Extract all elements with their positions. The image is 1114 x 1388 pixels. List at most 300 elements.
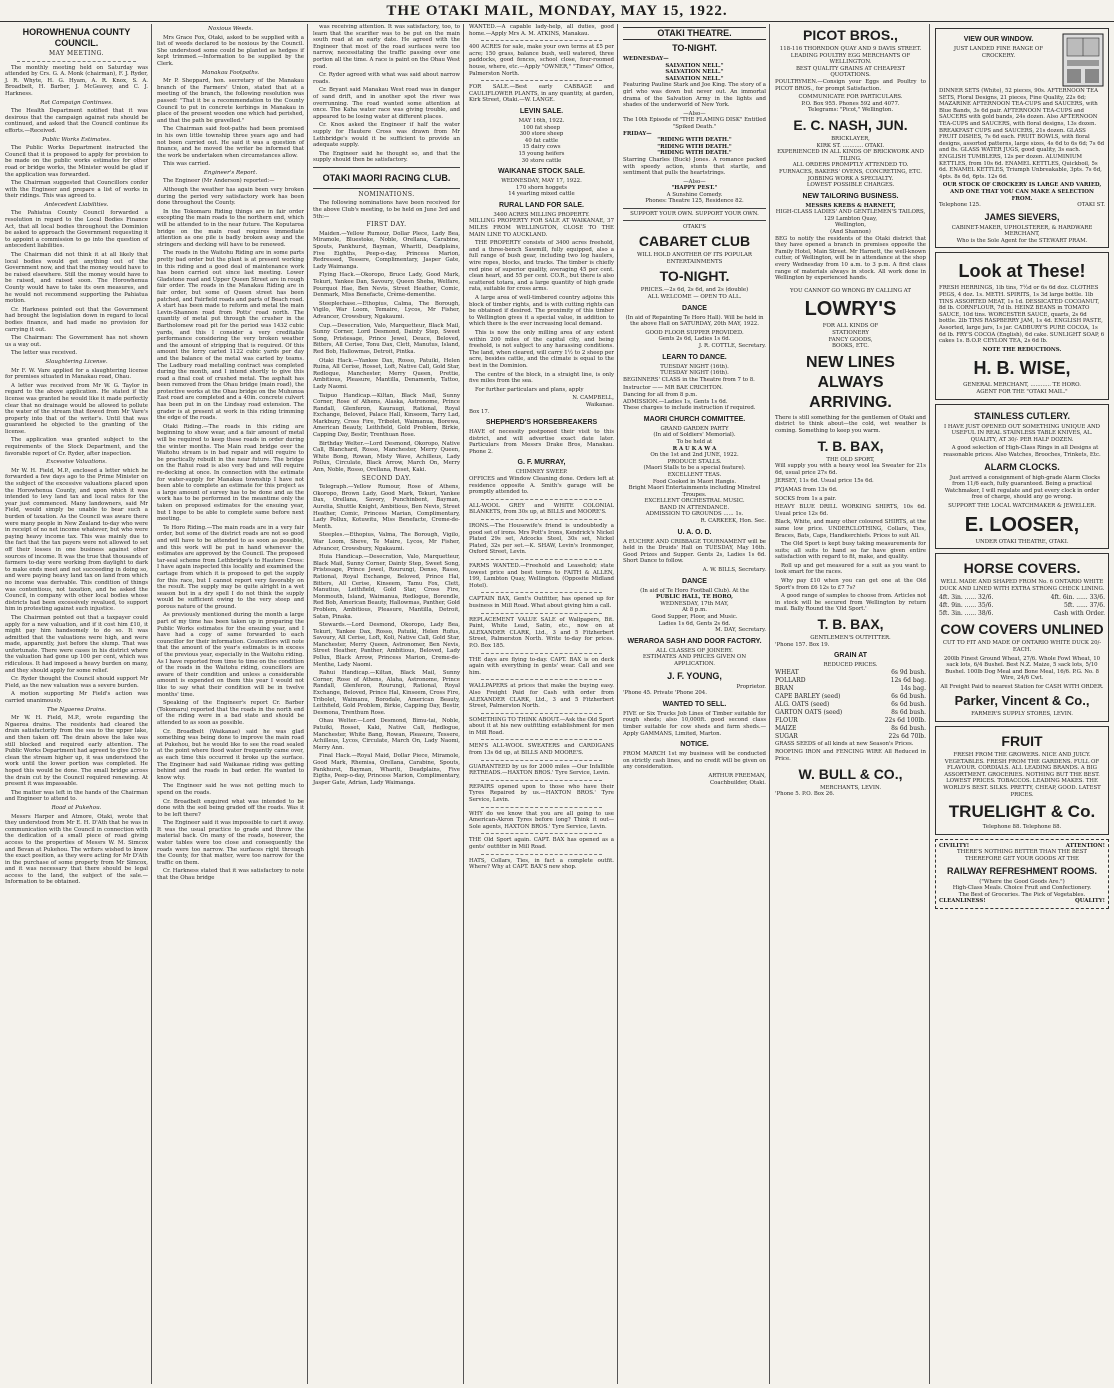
picot-address: 118-116 THORNDON QUAY AND 9 DAVIS STREET. [779, 46, 922, 52]
dance-line: Gents 2s 6d, Ladies 1s 6d. [658, 336, 731, 343]
classified-ad: WANTED.—A capable lady-help, all duties, good home.—Apply Mrs A. M. ATKINS, Manakau. [469, 24, 614, 37]
horse-covers-ad [935, 553, 1109, 722]
dance-line: ADMISSION.—Ladies 1s, Gents 1s 6d. [623, 398, 728, 405]
classified-ad: ALL-WOOL GREY and WHITE COLONIAL BLANKETS, from 30s up, at BILLS and MOORE'S. [469, 502, 614, 516]
civility-label: CIVILITY! [939, 842, 970, 849]
paragraph: Rahui Handicap.—Kiltan, Black Mail, Sunny Corner, Rose of Athens, Alaha, Astronome, Prince Randall, Glenferon, Rourungi, Rational, Royal Exchange, Beloved, Prince Hal, Kinseem, Cross Fire, Tribolet, Waimanu, Borodale, American Beauty, Leithfield, Gold Problem, Birkie, Capping Day, Bestir, Desmona, Trenthum Rose. [313, 670, 460, 716]
film-title: SALVATION NELL." [665, 69, 724, 76]
paragraph: The monthly meeting held on Saturday was attended by Crs. G. A. Monk (chairman), F. J. Ryder, J. R. Whyte, H. G. Hyam, A. R. Knox, S. A. Broadbelt, H. Barber, J. McGeavey, and C. J. Harkness. [5, 64, 148, 97]
dance-line: Instructor —— MR BAE CRICHTON. [623, 385, 723, 392]
sievers-heading: JAMES SIEVERS, [984, 211, 1060, 222]
table-row [939, 602, 1105, 610]
garden-line: Food Cooked in Maori Hangis. [652, 478, 737, 485]
paragraph: The Chairman suggested that Councillors confer with the Engineer and prepare a list of works in their ridings. This was agreed to. [5, 180, 148, 200]
signature: R. CARKEEK, Hon. Sec. [700, 518, 766, 525]
column-3 [310, 24, 464, 1384]
garden-line: Bright Maori Entertainments including Minstrel Troupes. [628, 485, 761, 498]
sievers-sub: CABINET-MAKER, UPHOLSTERER, & HARDWARE MERCHANT, [951, 224, 1093, 238]
paragraph: WELL MADE AND SHAPED FROM No. 6 ONTARIO WHITE DUCK AND LINED WITH EXTRA STRONG CHECK LINING. [939, 579, 1105, 592]
table-row [939, 594, 1105, 602]
alarm-heading: ALARM CLOCKS. [984, 461, 1060, 472]
paragraph: The Engineer said he was not getting much to spend on the roads. [157, 783, 304, 796]
railway-line: The Best of Groceries. The Pick of Vegetables. [958, 891, 1086, 898]
paragraph: Cr. Broadbelt enquired what was intended to be done with the soil being graded off the roads. Was it to be left there? [157, 798, 304, 818]
article-subheading: MAY MEETING. [48, 50, 105, 57]
dance-line: Ladies 1s 6d, Gents 2s 6d. [658, 620, 731, 627]
paragraph: Will supply you with a heavy wool lea Sweater for 21s 6d, usual price 27s 6d. [775, 463, 926, 476]
section-heading: Excessive Valuations. [46, 459, 107, 466]
classified-ad: HATS, Collars, Ties, in fact a complete outfit. Where? Why at CAPT. BAX'S new shop. [469, 857, 614, 871]
truelight-tel: Telephone 88. Telephone 88. [982, 824, 1062, 831]
classified-ad: REPAIRS opened upon to those who have their Tyres Repaired by us.—HAXTON BROS.' Tyre Service, Levin. [469, 783, 614, 804]
picot-line: Telegrams: "Picot," Wellington. [807, 107, 894, 114]
weekday-label: WEDNESDAY— [623, 56, 669, 62]
paragraph: Huia Handicap.—Desecration, Valo, Marquetteur, Black Mail, Sunny Corner, Dainty Step, Sweet Song, Pristesage, Prince Jewel, Rourungi, Denso, Rasso, Rational, Royal Exchange, Beloved, Prince Hal, Bitters, All Cerise, Kinseem, Tamu Fox, Clett, Manutius, Leithfield, Gold Star, Cross Fire, Monmouth, Island, Waimanua, Redlogue, Borendle, Red Bob, American Beauty, Hallowmas, Panther, Gold Problem, Ambitious, Pleasure, Mantilla, Detroit, Satan, Pinaka. [313, 554, 460, 620]
table-cell: 5ft. 3in. ...... 38/6. [939, 610, 994, 618]
paragraph: Messrs Harper and Atmore, Otaki, wrote that they understood from Mr E. H. D'Ath that he was in communication with the Council in connection with the dedication of a small piece of road giving access to the properties of Messrs W. M. Simcox and Bevan at Pukehou. The writers wished to know the exact position, as they were acting for Mr D'Ath in the purchase of some property from Mr Simcox, and it was necessary that there should be legal access to the land, the subject of the sale.—Information to be obtained. [5, 813, 148, 886]
table-row [775, 725, 926, 733]
paragraph: The roads in the Waitohu Riding are in some parts pretty bad order but the plant is at present working in this riding and a good deal of maintenance work has been carried out since last meeting. Lower Gladstone road and Upper Queen Street are in rough fair order. The roads in the Manakau Riding are in fair order, but some of Queen street has been patched, and Fairfield roads and parts of Beach road. A start has been made to reform and metal the main Levin-Shannon road from Potts' road north. The quantity of metal put through the crusher in the Bartholomew road pit for the period was 1432 cubic yards, and this I consider a very creditable performance considering the very broken weather and the amount of stripping that is required. Of this amount the lorry carted 1122 cubic yards per day and the balance of the metal was carted by teams. The Ladbury road metalling contract was completed during the month, and I intend shortly to give this road a final coat of crushed metal. The asphalt has been removed from the Ohau bridge (main road), the protective works at the Ohau bridge on the Muhunoa East road are completed and a 40in. concrete culvert has been put in on the Lindsay road extension. The grader is at present at work in this riding trimming the edge of the roads. [157, 250, 304, 422]
paragraph: This is now the only milling area of any extent within 200 miles of the capital city, and being freehold, is not subject to any harassing conditions. The land, when cleared, will carry 1½ to 2 sheep per acre, besides cattle, and the climate is equal to the best in the Dominion. [469, 329, 614, 369]
table-row [775, 733, 926, 741]
table-cell: 4ft. 9in. ...... 35/6. [939, 602, 994, 610]
section-heading: Noxious Weeds. [208, 26, 253, 32]
paragraph: Cr. Broadbelt (Waikanae) said he was glad something was being done to improve the main road at Pukehou, but he would like to see the road sealed at the point where flood water frequently came over, as each time this occurred it broke up the surface. The Engineer had said Waikanae riding was getting behind and the roads in bad order. He wanted to know why. [157, 728, 304, 781]
paragraph: 200lb Finest Ground Wheat, 27/6. Whole Fowl Wheat, 10 sack lots, 6/4 Bushel. Best N.Z. Maize, 5 sack lots, 5/10 Bushel. 100lb Dog Meal and Bone Meal, 16/6. P.G. No. 8 Wire, 24/6 Cwt. [943, 655, 1101, 682]
paragraph: Speaking of the Engineer's report Cr. Barber (Tokomaru) reported that the roads in the north end of the riding were in a bad state and should be attended to as soon as possible. [157, 700, 304, 726]
table-cell: 8s 6d bush. [891, 724, 926, 732]
paragraph: OFFICES and Window Cleaning done. Orders left at residence opposite A. Smith's garage will be promptly attended to. [469, 476, 614, 496]
window-heading: VIEW OUR WINDOW. [963, 36, 1034, 43]
uao-heading: U. A. O. D. [677, 528, 712, 536]
garden-line: ADMISSION TO GROUNDS ...... 1s. [645, 511, 744, 518]
paragraph: Just arrived a consignment of high-grade Alarm Clocks from 11/6 each, fully guaranteed. Being a practical Watchmaker, I will regulate and put every clock in order free of charge, should any go wrong. [944, 474, 1101, 501]
paragraph: Stewards.—Lord Desmond, Okoropo, Lady Bea, Tekuri, Yankee Dax, Rosso, Patuiki, Helen Rufus, Savoury, All Cerise, Loft, Koli, Native Call, Gold Star, Manchester, Merry Queen, Astronomer, Ben Nevis, Street Heather, Panther, Ambitious, Beloved, Lady Pollux, Black Arrow, Princess Marion, Creme-de-Menthe, Lady Naomi. [313, 622, 460, 668]
paragraph: A letter was received from Mr W. G. Taylor in regard to the above application. He stated if the license was granted he would like it made perfectly clear that no drainage would be allowed to pollute the water of the stream that flowed from Mr Vare's property into that of the writer's. Until that was guaranteed he objected to the granting of the license. [5, 382, 148, 435]
garden-line: GRAND GARDEN PARTY [660, 425, 729, 432]
otaki-label: OTAKI'S [683, 223, 706, 230]
film-title: "RIDING WITH DEATH." [657, 143, 732, 150]
paragraph: This was carried. [163, 161, 211, 168]
tonight-label: TO-NIGHT. [672, 43, 717, 53]
sale-subheading: 3400 ACRES MILLING PROPERTY. [493, 211, 590, 218]
railway-sub: ("Where the Good Goods Are.") [979, 878, 1065, 885]
table-cell: 6s 9d bush. [891, 668, 926, 676]
garden-line: EXCELLENT TEAS. [667, 471, 722, 478]
horse-heading: HORSE COVERS. [963, 560, 1081, 577]
cabaret-prices: PRICES.—2s 6d, 2s 6d, and 2s (double) [640, 287, 749, 294]
classified-ad: GUARANTEED by us for 2000 miles —Our Infallible RETREADS.—HAXTON BROS.' Tyre Service, Levin. [469, 763, 614, 777]
table-row [775, 693, 926, 701]
article-subheading: NOMINATIONS. [358, 190, 415, 198]
tailor-heading: NEW TAILORING BUSINESS. [802, 192, 899, 200]
table-cell: ALG. OATS (seed) [775, 700, 830, 708]
classified-ad: CAPTAIN BAX, Gent's Outfitter, has opened up for business in Mill Road. What about giving him a call. [469, 596, 614, 609]
nash-line: KIRK ST. ............ OTAKI. [816, 142, 885, 149]
table-cell: 6s 6d bush. [891, 692, 926, 700]
paragraph: Telegraph.—Yellow Rumour, Rose of Athens, Okoropo, Brown Lady, Good Mark, Tekuri, Yankee Dax, Orellana, Savory, Punchinbent, Bayman, Aurelia, Shuttle Knight, Ambitious, Ben Nevis, Street Heather, Comic, Princess Marian, Complimentary, Lady Pollux, Kotuwitu, Miss Benefacte, Creme-de-Menth. [313, 484, 460, 530]
picot-heading: PICOT BROS., [803, 27, 898, 43]
cabaret-heading: CABARET CLUB [638, 233, 751, 250]
paragraph: MILLING PROPERTY FOR SALE AT WAIKANAE, 37 MILES FROM WELLINGTON, CLOSE TO THE MAIN LINE TO AUCKLAND. [469, 218, 614, 238]
paragraph: Otaki Hack.—Yankee Dax, Rosso, Patuiki, Helen Ruina, All Cerise, Rosset, Loft, Native Call, Gold Star, Redloque, Manchester, Merry Queen, Prettie, Ambitious, Pleasure, Mantilla, Denaments, Tattoo, Lady Naomi. [313, 357, 460, 390]
paragraph: Cr. Ryder agreed with what was said about narrow roads. [313, 72, 460, 85]
paragraph: Maiden.—Yellow Rumour, Dollar Plece, Lady Bea, Miramole, Bluestoke, Noble, Orellana, Carabine, Spouts, Pankhurst, Bayman, Whariti, Deadplains, Five Eighths, Peep-o-day, Princess Marion, Redressed, Tessere, Complimentary, Jasper Gate, Lady Waimanga. [313, 230, 460, 270]
bax-heading: T. B. BAX, [817, 437, 884, 454]
column-2 [154, 24, 308, 1384]
table-cell: 12s 6d bag. [890, 676, 926, 684]
paragraph: A motion supporting Mr Field's action was carried unanimously. [5, 691, 148, 705]
window-stock: OUR STOCK OF CROCKERY IS LARGE AND VARIED, AND ONE THAT YOU CAN MAKE A SELECTION FROM. [942, 182, 1102, 202]
paragraph: JERSEY, 11s 6d. Usual price 15s 6d. [775, 478, 874, 485]
paragraph: The Chairman did not think it at all likely that local bodies would get anything out of the Government now, and that the money would have to be raised elsewhere. Still the money would have to be raised, and raised soon. The Horowhenua County would have to take its own measures, and he would not recommend supporting the Pahiatua motion. [5, 252, 148, 305]
theatre-heading: OTAKI THEATRE. [623, 27, 766, 40]
attention-label: ATTENTION! [1065, 842, 1105, 849]
paragraph: ROOFING IRON and FENCING WIRE All Reduced in Price. [775, 749, 926, 762]
paragraph: For further particulars and plans, apply [475, 386, 584, 393]
support-banner: SUPPORT YOUR OWN. SUPPORT YOUR OWN. [623, 208, 766, 221]
garden-line: To be held at [676, 438, 713, 445]
parker-heading: Parker, Vincent & Co., [954, 693, 1090, 709]
looser-heading: E. LOOSER, [964, 513, 1080, 536]
classified-ad: IRONS.—The Housewife's friend is undoubtedly a good set of irons. Mrs Pott's Irons, Kendrick's Nickel Plated 29s set, Adcocks Steel, 30s set, Nickel Plated, 32s per set.—K. SHAW, Levin's Ironmonger, Oxford Street, Levin. [469, 523, 614, 556]
paragraph: Cup.—Desecration, Valo, Marquetteur, Black Mail, Sunny Corner, Lord Desmond, Dainty Step, Sweet Song, Pristesage, Prince Jewel, Deuce, Beloved, Bitters, All Cerise, Tonu Dax, Clett, Manutus, Island, Red Bob, Hallowmas, Detroit, Pintka. [313, 322, 460, 355]
paragraph: HEAVY BLUE DRILL WORKING SHIRTS, 10s 6d. Usual price 12s 6d. [775, 504, 926, 517]
cabaret-welcome: ALL WELCOME — OPEN TO ALL. [647, 294, 742, 301]
dance-line: Dancing for all from 8 p.m. [623, 391, 698, 398]
support-line: SUPPORT THE LOCAL WATCHMAKER & JEWELLER. [948, 502, 1096, 509]
table-cell: BRAN [775, 684, 794, 692]
paragraph: A large area of well-timbered country adjoins this block of timber rights, and is with cutting rights can be obtained if desired. The proximity of this timber to Wellington gives it a special value, in addition to which there is the ever increasing local demand. [469, 295, 614, 328]
paragraph: Cr. Harkness pointed out that the Government had brought the legislation down in regard to local bodies finance, and had made no provision for carrying it out. [5, 306, 148, 333]
signature: J. R. COTTLE, Secretary. [698, 343, 766, 349]
sale-heading: RURAL LAND FOR SALE. [498, 201, 585, 209]
day-heading: FIRST DAY. [366, 221, 407, 229]
paragraph: The Engineer said it was impossible to cart it away. It was the usual practice to grade and throw the material back. On many of the roads, however, the water tables were too close and consequently the roads were too narrow. The surfaces right through the County, for that matter, were too narrow for the traffic on them. [157, 820, 304, 866]
picot-line: LEADING POULTRY EGG MERCHANTS OF WELLINGTON. [790, 52, 911, 66]
table-cell: CAPE BARLEY (seed) [775, 692, 841, 700]
bull-heading: W. BULL & CO., [798, 765, 903, 782]
paragraph: Mr F. W. Vare applied for a slaughtering license for premises situated in Manakau road, Ohau. [5, 367, 148, 381]
dance-line: PUBLIC HALL, TE HORO, [656, 594, 733, 601]
dance-heading: DANCE [682, 304, 707, 312]
section-heading: Slaughtering License. [45, 358, 108, 365]
paragraph: Starring Charles (Buck) Jones. A romance packed with speedy action, stunts that startle, and sentiment that pulls the heartstrings. [623, 156, 766, 177]
window-sub: JUST LANDED FINE RANGE OF CROCKERY. [953, 46, 1044, 59]
paragraph: The Engineer (Mr Anderson) reported:— [163, 178, 275, 185]
paragraph: A EUCHRE AND CRIBBAGE TOURNAMENT will be held in the Druids' Hall on TUESDAY, May 16th. Good Prizes and Supper. Gents 2s, Ladies 1s 6d. Short Dance to follow. [623, 538, 766, 565]
paragraph: The letter was received. [11, 350, 78, 357]
paragraph: Roll up and get measured for a suit as you want to look smart for the races. [775, 562, 926, 576]
classified-ad: 400 ACRES for sale, make your own terms at £5 per acre; 150 grass, balance bush, well watered, three paddocks, good fences, school close, four-roomed house, where, etc.—Apply "OWNER," "Times" Office, Palmerston North. [469, 44, 614, 77]
tailor-line: 129 Lambton Quay, Wellington, (And Shannon) [823, 215, 878, 236]
section-heading: Rat Campaign Continues. [40, 99, 113, 106]
section-heading: Road at Pukehou. [51, 804, 102, 811]
article-heading: OTAKI MAORI RACING CLUB. [322, 172, 451, 183]
paragraph: Cr. Bryant said Manakau West road was in danger of sand drift, and in another spot the river was overrunning. The road wanted some attention at once. The Kaha water race was giving trouble, and appeared to be losing water at different places. [313, 87, 460, 120]
ad-heading: G. F. MURRAY, [517, 459, 566, 467]
sale-date: WEDNESDAY, MAY 17, 1922. [501, 178, 582, 185]
table-cell: 22s 6d 100lb. [884, 716, 926, 724]
paragraph: The Chairman said foot-paths had been promised in his own little township three years ago and had not been carried out. He said it was a question of finance, and he moved the writer be informed that the work be undertaken when circumstances allow. [157, 126, 304, 159]
look-note: NOTE THE REDUCTIONS. [982, 346, 1062, 353]
table-row [775, 677, 926, 685]
signature: M. DAY, Secretary. [715, 627, 766, 634]
table-cell: SUGAR [775, 732, 798, 740]
paragraph: Black, White, and many other coloured SHIRTS, at the same low price. UNDERCLOTHING, Collars, Ties, Braces, Bats, Caps, Handkerchiefs. Prices to suit All. [775, 519, 926, 539]
paragraph: Featuring Pauline Stark and Joe King. The story of a girl who was down but never out. An immortal drama of the Salvation Army in the lights and shades of the underworld of New York. [623, 82, 766, 109]
paragraph: THE PROPERTY consists of 3400 acres freehold, and a three-bench Sawmill, fully equipped, also a full range of bush gear, including two log haulers, wire ropes, blocks, and tracks. The timber is chiefly red pine of superior quality, averaging 45 per cent. clean heart, and 55 per cent. CO.R., but there is also scattered totara, and a large quantity of high grade rata, suitable for cross arms. [469, 240, 614, 293]
paragraph: Mrs Grace Fox, Otaki, asked to be supplied with a list of weeds declared to be noxious by the Council. She understood some could be planted as hedges if kept trimmed.—Information to be supplied by the Clerk. [157, 34, 304, 67]
paragraph: Cr. Harkness stated that it was satisfactory to note that the Ohau bridge [157, 868, 304, 882]
phones-text: Phones: Theatre 125, Residence 82. [645, 198, 744, 205]
table-row [775, 701, 926, 709]
paragraph: FRESH FROM THE GROWERS. NICE AND JUICY. VEGETABLES. FRESH FROM THE GARDENS. FULL OF FLAVOUR. CORDIALS. ALL LEADING BRANDS. A BIG ASSORTMENT. GROCERIES. NOTHING BUT THE BEST. LOWEST PRICES. TOBACCOS. LEADING MAKES. THE WORLD'S BEST. SILKS. PRETTY, CHEAP, GOOD. LATEST PRICES. [943, 752, 1101, 798]
nash-line: FURNACES, BAKERS' OVENS, CONCRETING, ETC. [778, 168, 923, 175]
sievers-town: OTAKI ST. [1077, 202, 1105, 209]
sale-heading: WAIKANAE STOCK SALE. [498, 168, 585, 176]
also-label: —Also— [683, 178, 706, 185]
bax-heading: T. B. BAX, [817, 616, 884, 633]
weraroa-line: ESTIMATES AND PRICES GIVEN ON APPLICATION. [642, 654, 747, 667]
wise-sub: GENERAL MERCHANT, ............ TE HORO. [963, 382, 1081, 389]
paragraph: DINNER SETS (White), 52 pieces, 90s. AFTERNOON TEA SETS, Floral Designs, 21 pieces, Fine Quality, 22s 6d; MAZARINE AFTERNOON TEA-CUPS and SAUCERS, with Blue Bands, 3s 6d pair. AFTERNOON TEA-CUPS and SAUCERS with gold bands, 24s dozen. Also AFTERNOON TEA-CUPS and SAUCERS, with floral designs, 13s dozen. BREAKFAST CUPS and SAUCERS, 21s dozen. GLASS FRUIT DISHES, 7s 6d each. FRUIT BOWLS, with floral designs, assorted patterns, large sizes, 4s 6d to 6s 6d; 7s 6d and 8s. GLASS WATER JUGS, good quality, 3s each. ENGLISH TUMBLERS, 12s per dozen. ALUMINIUM KETTLES, from 10s 6d. ENAMEL KETTLES, Quickboil, 5s 6d. ENAMEL KETTLES, Triumph Unbreakable, 3pts. 7s 6d, 4pts. 8s 6d, 6pts. 12s 6d. [939, 88, 1105, 180]
dance-line: TUESDAY NIGHT (16th). [660, 363, 729, 370]
signature: Coachbuilder, Otaki. [709, 779, 766, 786]
nash-line: JOBBING WORK A SPECIALTY. [807, 175, 894, 182]
paragraph: (In aid of Repainting Te Horo Hall). Will be held in the above Hall on SATURDAY, 20th MAY, 1922. [625, 314, 764, 328]
bull-phone: 'Phone 5. P.O. Box 26. [775, 791, 835, 798]
paragraph: Steeplechase.—Ethopius, Calma, The Borough, Vigilo, War Loom, Temaire, Lycos, Mr Fisher, Advancer, Crowsbury, Ngakaumi. [313, 300, 460, 320]
truelight-heading: TRUELIGHT & Co. [948, 802, 1096, 822]
film-title: "RIDING WITH DEATH." [657, 150, 732, 157]
paragraph: Mr W. H. Field, M.P., wrote regarding the Ngaerea drains. The residents had cleared the drain satisfactorily from the sea to the upper lake, and then taken off. The drain above the lake was still blocked and required early attention. The Public Works Department had agreed to give £50 to clean the stream higher up, it was understood the work until the lower portion was completed. He hoped this would be done. The small bridge across the drain cut by the Council required renewing. At present it was impassable. [5, 715, 148, 788]
bull-sub: MERCHANTS, LEVIN. [819, 784, 882, 791]
lowry-line: YOU CANNOT GO WRONG BY CALLING AT [790, 287, 911, 294]
look-heading: Look at These! [958, 261, 1086, 282]
paragraph: Mr W. H. Field, M.P., enclosed a letter which he forwarded a few days ago to the Prime Minister on the subject of the excessive valuations placed upon the Horowhenua County, and upon which it was intended to levy land tax and local rates for the year just commenced. Many landowners, said Mr Field, would simply be unable to bear such a burden of taxation. As the Council was aware there were many people in New Zealand to-day who were in receipt of no net income whatever, but who were paying heavy income tax. This was mainly due to the fact that the tax payers were not allowed to set off their losses in one business against other sources of income. It was the true that thousands of farmers to-day were working from daylight to dark to make ends meet and not succeeding in doing so, and were paying heavy land tax on land from which no income was derivable. This condition of things was contentious, not taxation, and he asked the Council, in company with other local bodies whose districts had been excessively revalued, to support him in protesting against such injustice. [5, 467, 148, 613]
garden-line: PRODUCE STALLS. [667, 458, 722, 465]
weraroa-heading: WERAROA SASH AND DOOR FACTORY. [627, 637, 762, 645]
lowry-heading: LOWRY'S [804, 298, 897, 321]
jeweller-ad [935, 404, 1109, 550]
lowry-line: FOR ALL KINDS OF [822, 323, 879, 330]
learn-heading: LEARN TO DANCE. [662, 353, 727, 361]
column-1 [2, 24, 152, 1384]
table-row [939, 610, 1105, 618]
paragraph: FIVE or Six Trucks Job Lines of Timber suitable for rough sheds; also 10,000ft. good second class timber suitable for cow sheds and farm sheds.—Apply GAMMANS, Limited, Marton. [623, 710, 766, 737]
film-title: SALVATION NELL." [665, 62, 724, 69]
table-row [775, 709, 926, 717]
garden-line: On the 1st and 2nd JUNE, 1922. [650, 452, 739, 459]
parker-sub: FARMER'S SUPPLY STORES, LEVIN. [971, 711, 1073, 718]
garden-line: EXCELLENT ORCHESTRAL MUSIC. [644, 498, 745, 505]
paragraph: The matter was left in the hands of the Chairman and Engineer to attend to. [5, 789, 148, 803]
paragraph: All Freight Paid to nearest Station for CASH WITH ORDER. [940, 683, 1104, 690]
lowry-line: BOOKS, ETC. [831, 343, 870, 350]
section-heading: Public Works Estimates. [42, 136, 111, 143]
paragraph: GRASS SEEDS of all kinds at new Season's Prices. [775, 740, 914, 747]
nash-line: LOWEST POSSIBLE CHARGES. [806, 182, 895, 189]
paragraph: Taipuo Handicap.—Kiltan, Black Mail, Sunny Corner, Rose of Athens, Alaska, Astronome, Prince Randall, Glenferon, Kauraugi, Rational, Royal Exchange, Beloved, Palace Hall, Kinseem, Tarry Lad, Markbury, Cross Fire, Tribolet, Waimanua, Borewa, American Beauty, Leithfield, Gold Problem, Birkie, Capping Day, Bestir, Trenthuan Rose. [313, 392, 460, 439]
dance-line: At 8 p.m. [682, 607, 707, 614]
lowry-line: FANCY GOODS, [828, 336, 873, 343]
paragraph: A good range of samples to choose from. Articles not in stock will be secured from Wellington by return mail. Bally Round the 'Old Sport.' [775, 593, 927, 613]
paragraph: Birthday Welter.—Lord Desmond, Okoropo, Native Call, Blanchard, Rosso, Manchester, Merry Queen, White Bong, Rowan, Misty Wave, Achilleus, Lady Pollux, Circulate, Black Arrow, March On, Merry Ann, Noble, Rosso, Orellana, Reset, Kaki. [313, 440, 460, 474]
railway-ad [935, 839, 1109, 909]
column-4 [466, 24, 618, 1384]
sale-heading: LEVIN SALE. [519, 107, 564, 115]
cabaret-text: WILL HOLD ANOTHER OF ITS POPULAR ENTERTAINMENTS [637, 252, 752, 265]
table-cell: 22s 6d 70lb. [888, 732, 926, 740]
paragraph: The Chairman: The Government has not shown us a way out. [5, 335, 148, 348]
paragraph: In the Tokomaru Riding things are in fair order excepting the main roads to the northern end, which will be attended to in the near future. The Koputaroa bridge on the main road requires immediate attention as one pile is badly broken away and the stringers and decking will have to be renewed. [157, 208, 304, 248]
classified-ad: WALLPAPERS at prices that make the buying easy. Also Freight Paid for Cash with order from ALEXANDER CLARK, Ltd., 3 and 5 Fitzherbert Street, Palmerston North. [469, 683, 614, 710]
paragraph: PYJAMAS from 13s 6d. [775, 486, 838, 493]
table-row [775, 685, 926, 693]
masthead: THE OTAKI MAIL, MONDAY, MAY 15, 1922. [0, 0, 1114, 22]
railway-line: High-Class Meals. Choice Fruit and Confectionery. [952, 885, 1092, 892]
sievers-agent: Who is the Sole Agent for the STEWART PRAM. [956, 237, 1088, 244]
sievers-tel: Telephone 125. [939, 202, 981, 209]
serial-text: The 10th Episode of "THE FLAMING DISK" Entitled "Spiked Death." [623, 117, 766, 130]
column-5 [620, 24, 770, 1384]
railway-heading: RAILWAY REFRESHMENT ROOMS. [946, 865, 1098, 876]
film-sub: A Sunshine Comedy. [666, 191, 723, 198]
looser-sub: UNDER OTAKI THEATRE, OTAKI. [975, 538, 1069, 545]
paragraph: HAVE of necessity postponed their visit to this district, and will advertise exact date later. Particulars from Messrs Drake Bros, Manakau. Phone 2. [469, 429, 614, 455]
quality-label: QUALITY! [1075, 898, 1105, 905]
wise-heading: H. B. WISE, [973, 358, 1071, 379]
column-7 [932, 24, 1112, 1384]
paragraph: The application was granted subject to the requirements of the Stock Department, and the favorable report of Cr. Ryder, after inspection. [5, 437, 148, 457]
grain-sub: REDUCED PRICES. [823, 662, 878, 669]
young-phone: 'Phone 45. Private 'Phone 204. [623, 690, 707, 697]
table-cell: POLLARD [775, 676, 806, 684]
classified-ad: WHY do we know that you are all going to use American-Akron Tyres before long? Think it out—Sole agents, HAXTON BROS.' Tyre Service, Levin. [469, 810, 614, 830]
tailor-line: HIGH-CLASS LADIES' AND GENTLEMEN'S TAILORS, [775, 209, 926, 216]
garden-line: (In aid of Soldiers' Memorial). [653, 432, 736, 439]
paragraph: Flying Hack.—Okoropo, Bruce Lady, Good Mark, Tekuri, Yankee Dan, Savoury, Queen Sheba, Welfare, Pourquoi Hae, Ben Nevis, Street Heather, Comic, Denmark, Miss Benefacte, Crème-dementhe. [313, 272, 460, 299]
column-6 [772, 24, 930, 1384]
article-heading: HOROWHENUA COUNTY COUNCIL. [22, 27, 131, 48]
garden-line: R A U K A W A [672, 445, 717, 452]
paragraph: Final Hack.—Royal Maid, Dollar Piece, Miramole, Good Mark, Rhemisa, Orellana, Carabine, Spouts, Pankhurst, Bayman, Whariti, Deadplains, Five Eigths, Peep-o-day, Princess Marion, Complimentary, Jasper Gate, Adrian, Lady Waimanga. [313, 753, 460, 786]
new-lines-heading: NEW LINES ALWAYS ARRIVING. [806, 353, 895, 411]
paragraph: Mr P. Sheppard, hon. secretary of the Manakau branch of the Farmers' Union, stated that at a meeting of the branch, the following resolution was passed: "That it be a recommendation to the County Council to put in concrete kerbings in Manakau in place of the present wooden one which had perished, and that the path be gravelled." [157, 78, 304, 124]
wanted-heading: WANTED TO SELL. [662, 700, 727, 708]
notice-heading: NOTICE. [680, 741, 709, 749]
table-cell: 6s 6d bush. [891, 700, 926, 708]
grain-price-table [775, 669, 926, 741]
paragraph: The Health Department notified that it was desirous that the campaign against rats should be continued, and asked that the Council continue its efforts.—Received. [5, 108, 148, 134]
signature: Waikanae. [585, 401, 614, 408]
classified-ad: SOMETHING TO THINK ABOUT.—Ask the Old Sport about it at his new outfitting establishment for men in Mill Road. [469, 716, 614, 736]
picot-line: BEST QUALITY GRAINS AT CHEAPEST QUOTATIONS. [795, 65, 906, 79]
classified-ad: REPLACEMENT VALUE SALE of Wallpapers, Bit. Paint, White Lead, Satin, etc., now on at ALEXANDER CLARK, Ltd., 3 and 5 Fitzherbert Street, Palmerston North. Write to-day for prices. P.O. Box 185. [469, 616, 614, 649]
table-cell: 5ft. ...... 37/6. [1064, 602, 1105, 610]
paragraph: FROM MARCH 1st my business will be conducted on strictly cash lines, and no credit will be given on any consideration. [623, 751, 766, 771]
weraroa-line: ALL CLASSES OF JOINERY. [656, 647, 733, 654]
ad-heading: SHEPHERD'S HORSEBREAKERS [485, 419, 598, 427]
paragraph: I HAVE JUST OPENED OUT SOMETHING UNIQUE AND USEFUL IN REAL STAINLESS TABLE KNIVES, AL. QUALITY, AT 30/- PER HALF DOZEN. [943, 423, 1101, 443]
wise-agent: AGENT FOR THE "OTAKI MAIL." [976, 389, 1068, 395]
paragraph: POULTRYMEN.—Consign your Eggs and Poultry to PICOT BROS., for prompt Satisfaction. [775, 78, 926, 92]
dresser-cabinet-icon [1061, 32, 1105, 88]
paragraph: As previously mentioned during the month a large part of my time has been taken up in preparing the Public Works estimates for the ensuing year, and I have had a copy of same forwarded to each councillor for their information. Councillors will note that the amount of the year's estimates is in excess of the previous year, especially in the Waitohu riding. As I have reported from time to time on the condition of the roads in the Waitohu riding, councillors are aware of their condition and unless a considerable amount is expended on them this year I would not like to say what their condition will be in twelve months' time. [157, 612, 304, 698]
nash-line: ALL ORDERS PROMPTLY ATTENDED TO. [792, 162, 909, 169]
grocery-ad [935, 252, 1109, 399]
cow-heading: COW COVERS UNLINED [940, 621, 1104, 638]
table-row [775, 669, 926, 677]
dance-line: These charges to include instruction if required. [623, 405, 756, 412]
nash-line: BRICKLAYER, [831, 135, 870, 142]
table-cell: 14s bag. [900, 684, 926, 692]
paragraph: Steeples.—Ethopius, Valma, The Borough, Vigilo, War Loom, Sheve, Te Maire, Lycos, Mr Fisher, Advancer, Crowsbury, Ngakaumi. [313, 532, 460, 552]
dance-line: (In aid of Te Horo Football Club). At the [640, 587, 749, 594]
signature: A. W. BILLS, Secretary. [702, 567, 766, 574]
paragraph: There is still something for the gentlemen of Otaki and district to think about—the cold, wet weather is coming. Something to keep you warm. [775, 414, 926, 434]
paragraph: SOCKS from 1s a pair. [775, 495, 837, 502]
table-cell: 4ft. 6in. ...... 33/6. [1050, 594, 1105, 602]
ad-subheading: CHIMNEY SWEEP. [515, 469, 568, 476]
table-row [775, 717, 926, 725]
dance-line: WEDNESDAY, 17th MAY, [660, 600, 729, 607]
table-cell: 8s 6d bush. [891, 708, 926, 716]
table-cell: WHEAT [775, 668, 799, 676]
table-cell: 4ft. 3in. ...... 32/6. [939, 594, 994, 602]
maori-heading: MAORI CHURCH COMMITTEE. [643, 415, 746, 423]
bax-phone: 'Phone 157. Box 19. [775, 641, 830, 648]
film-title: "RIDING WITH DEATH." [657, 137, 732, 144]
grain-heading: GRAIN AT [833, 652, 868, 660]
table-cell: FLOUR [775, 716, 798, 724]
paragraph: Otaki Riding.—The roads in this riding are beginning to show wear, and a fair amount of metal will be required to keep these roads in order during the winter months. The Main road bridge over the Waitohu stream is in bad repair and will require to be practically rebuilt in the near future. The bridge on the Rahui road is also very bad and will require re-decking at once. In connection with the estimate for water-supply for Manakau township I have not been able to complete an estimate for this project as a large amount of survey has to be done and as the work has to be performed in the meantime only the taken on proposed estimates for the ensuing year, but I hope to be able to complete same before next meeting. [157, 423, 304, 523]
dance-line: Good Supper, Floor, and Music. [651, 614, 738, 620]
paragraph: The centre of the block, in a straight line, is only five miles from the sea. [469, 371, 614, 385]
crockery-ad [935, 28, 1109, 248]
section-heading: Manakau Footpaths. [201, 69, 260, 76]
paragraph: A good selection of High-Class Rings in all Designs at reasonable prices. Also Watches, Brooches, Trinkets, Etc. [943, 445, 1101, 458]
classified-ad: FOR SALE.—Best early CABBAGE and CAULIFLOWER PLANTS, in any quantity, at garden, Kirk Street, Otaki.—W. LANGE. [469, 84, 614, 104]
young-sub: Proprietor. [736, 683, 766, 690]
garden-line: (Maori Stalls to be a special feature). [643, 465, 746, 472]
garden-line: BAND IN ATTENDANCE. [659, 504, 730, 511]
paragraph: The Engineer said he thought so, and that the supply should then be satisfactory. [313, 150, 460, 164]
cabaret-tonight: TO-NIGHT. [659, 268, 730, 285]
weekday-label: FRIDAY— [623, 130, 652, 137]
fruit-ad [935, 726, 1109, 835]
classified-ad: THE days are flying to-day. CAPT. BAX is on deck again with everything in gents' wear. Call and see him. [469, 656, 614, 676]
signature: ARTHUR FREEMAN, [708, 772, 766, 779]
paragraph: The Old Sport is kept busy taking measurements for suits; all suits to hand so far have given entire satisfaction with regard to fit, make, and quality. [775, 541, 926, 561]
day-heading: SECOND DAY. [361, 474, 412, 482]
cleanliness-label: CLEANLINESS! [939, 898, 986, 905]
paragraph: Te Horo Riding.—The main roads are in a very fair order, but some of the district roads are not so good and will have to be attended to as soon as possible, and this work will be put in hand whenever the estimates are approved by the Council. The proposed tar-seal scheme from Lethbridge's to Hautere Cross: I have again inspected this locality and examined the cartage from which it is proposed to get the supply for this race, but I cannot report very favorably on the result. The supply may be quite alright in a wet season but in a dry spell I do not think the supply would be sufficient owing to the very steep and porous nature of the ground. [157, 524, 304, 610]
paragraph: FRESH HERRINGS, 1lb tins, 7½d or 6s 6d doz. CLOTHES PEGS, 4 doz. 1s. METH. SPIRITS, 1s 3d large bottle. 1lb TINS ASSORTED MEAT, 1s 1d. DESSICATED COCOANUT, 8d lb. CORNFLOUR, 7d lb. HEINZ BEANS in TOMATO SAUCE, 10d tins. WORCESTER SAUCE, quarts, 2s 6d bottle. 2lb TINS RASPBERRY JAM, 1s 4d. ENGLISH PASTE, Assorted, large jars, 1s jar. CADBURY'S PURE COCOA, 1s 6d lb. FRY'S COCOA (English), 6d cake. SUNLIGHT SOAP, 6 cakes 1s. B.O.P. CEYLON TEA, 2s 6d lb. [939, 285, 1105, 345]
paragraph: The Pahiatua County Council forwarded a resolution in regard to the Local Bodies Finance Act, that all local bodies throughout the Dominion be asked to approach the Government requesting it to appoint a commission to go into the question of antecedent liabilities. [5, 210, 148, 250]
fruit-heading: FRUIT [1001, 733, 1043, 750]
paragraph: The Chairman pointed out that a taxpayer could apply for a new valuation, and if it cost him £10, it might pay him handsomely to do so. It was admitted that the valuations were high, and were made, apparently, just before the slump. That was unfortunate. There were cases in his district where the valuation had gone up 100 per cent, which was ridiculous. It had imposed a heavy burden on many, and they should apply for some relief. [5, 614, 148, 674]
lowry-line: STATIONERY [832, 330, 869, 336]
paragraph: Cr. Ryder thought the Council should support Mr Field, as the new valuation was a severe burden. [5, 676, 148, 689]
cutlery-heading: STAINLESS CUTLERY. [973, 410, 1070, 421]
paragraph: Although the weather has again been very broken during the period very satisfactory work has been done throughout the County. [157, 187, 304, 207]
dance-line: GOOD FLOOR SUPPER PROVIDED. [645, 329, 744, 336]
box-number: Box 17. [469, 408, 490, 415]
also-label: —Also— [683, 110, 706, 117]
classified-ad: FARMS WANTED.—Freehold and Leasehold; state lowest price and best terms to FAITH & ALLEN, 199, Lambton Quay, Wellington. (Opposite Midland Hotel). [469, 563, 614, 589]
